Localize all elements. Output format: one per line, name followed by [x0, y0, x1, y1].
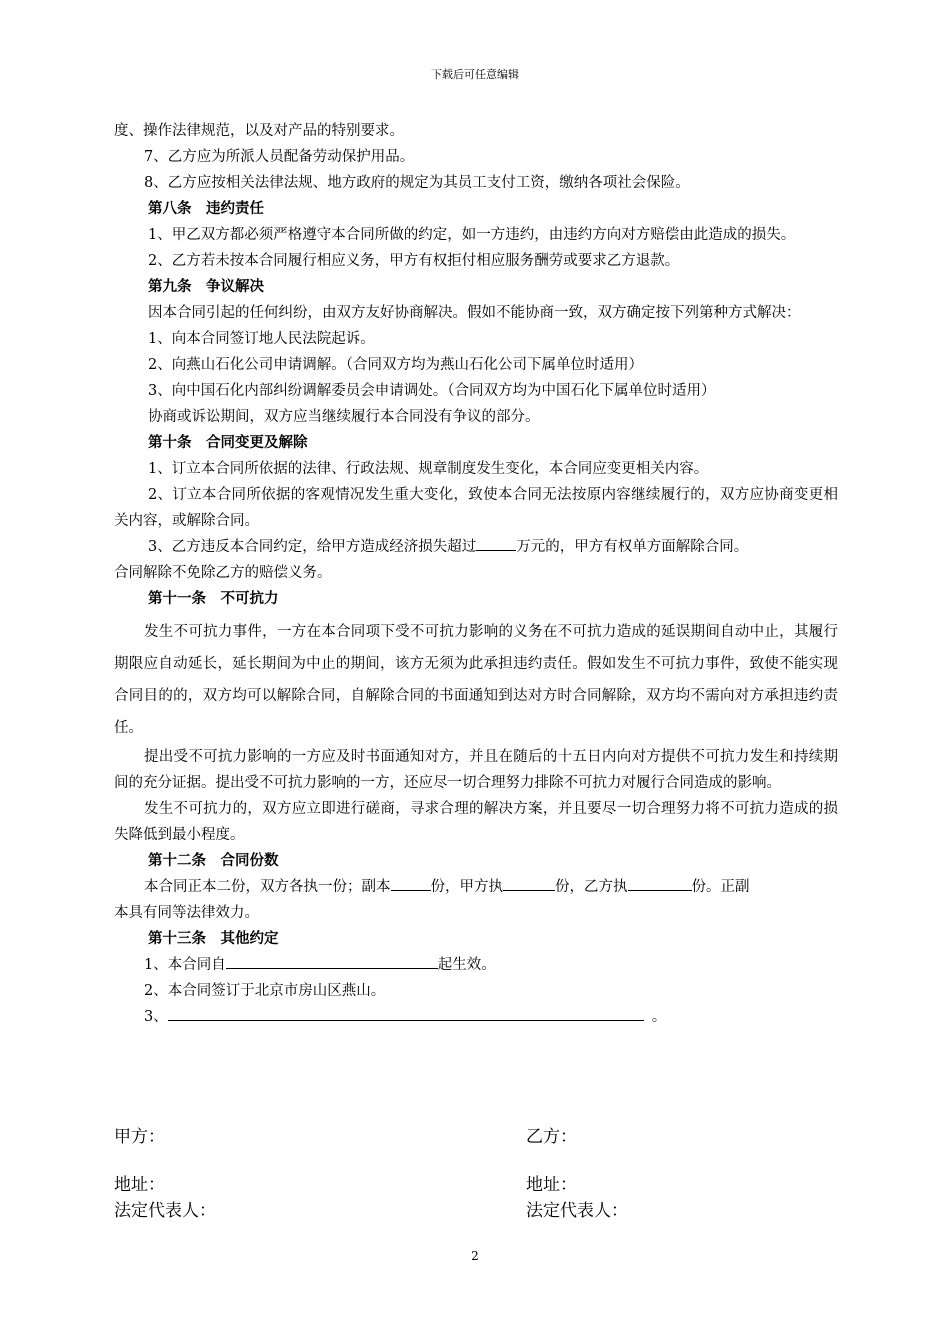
article-8-clause-1: 1、甲乙双方都必须严格遵守本合同所做的约定，如一方违约，由违约方向对方赔偿由此造成的损失。: [148, 227, 796, 243]
party-a-copies-blank[interactable]: [503, 874, 555, 891]
article-11-paragraph-2: 提出受不可抗力影响的一方应及时书面通知对方，并且在随后的十五日内向对方提供不可抗力发生和持续期间的充分证据。提出受不可抗力影响的一方，还应尽一切合理努力排除不可抗力对履行合同造成的影响。: [114, 749, 838, 791]
party-b-label: 乙方：: [526, 1127, 577, 1147]
article-13-clause-3: [114, 1004, 838, 1030]
article-8-clause-2: 2、乙方若未按本合同履行相应义务，甲方有权拒付相应服务酬劳或要求乙方退款。: [148, 253, 680, 269]
party-b-representative-label: 法定代表人：: [526, 1201, 628, 1221]
effective-date-blank[interactable]: [226, 952, 438, 969]
party-a-address-label: 地址：: [114, 1175, 165, 1195]
text-line: 8、乙方应按相关法律法规、地方政府的规定为其员工支付工资，缴纳各项社会保险。: [144, 175, 690, 191]
article-10-clause-3: [114, 534, 838, 560]
page-header: 下载后可任意编辑: [431, 68, 519, 81]
article-12-clause-cont: 本具有同等法律效力。: [114, 905, 259, 921]
article-9-option-1: 1、向本合同签订地人民法院起诉。: [148, 331, 375, 347]
article-9-heading: 第九条 争议解决: [148, 278, 264, 295]
article-11-paragraph-3: 发生不可抗力的，双方应立即进行磋商，寻求合理的解决方案，并且要尽一切合理努力将不可抗力造成的损失降低到最小程度。: [114, 801, 838, 843]
article-9-option-3: 3、向中国石化内部纠纷调解委员会申请调处。（合同双方均为中国石化下属单位时适用）: [148, 383, 716, 399]
article-11-paragraph-1: 发生不可抗力事件，一方在本合同项下受不可抗力影响的义务在不可抗力造成的延误期间自动中止，其履行期限应自动延长，延长期间为中止的期间，该方无须为此承担违约责任。假如发生不可抗力事件，致使不能实现合同目的的，双方均可以解除合同，自解除合同的书面通知到达对方时合同解除，双方均不需向对方承担违约责任。: [114, 624, 838, 736]
party-a-label: 甲方：: [114, 1127, 165, 1147]
article-11-heading: 第十一条 不可抗力: [148, 590, 279, 607]
article-9-paragraph: 因本合同引起的任何纠纷，由双方友好协商解决。假如不能协商一致，双方确定按下列第种方式解决：: [148, 305, 801, 321]
clause-text: 3、: [144, 1009, 168, 1025]
article-12-heading: 第十二条 合同份数: [148, 852, 279, 869]
party-a-representative-label: 法定代表人：: [114, 1201, 216, 1221]
article-10-clause-2: 2、订立本合同所依据的客观情况发生重大变化，致使本合同无法按原内容继续履行的，双方应协商变更相关内容，或解除合同。: [114, 487, 838, 529]
article-8-heading: 第八条 违约责任: [148, 200, 264, 217]
article-10-clause-1: 1、订立本合同所依据的法律、行政法规、规章制度发生变化，本合同应变更相关内容。: [148, 461, 709, 477]
page-number: 2: [471, 1249, 479, 1263]
clause-text: 起生效。: [437, 957, 496, 973]
article-9-option-2: 2、向燕山石化公司申请调解。（合同双方均为燕山石化公司下属单位时适用）: [148, 357, 643, 373]
copies-blank[interactable]: [391, 874, 431, 891]
article-9-note: 协商或诉讼期间，双方应当继续履行本合同没有争议的部分。: [148, 409, 540, 425]
clause-text: 份，乙方执: [555, 879, 628, 895]
clause-text: 1、本合同自: [144, 957, 226, 973]
clause-text: 。: [651, 1009, 667, 1025]
article-13-clause-2: 2、本合同签订于北京市房山区燕山。: [144, 983, 386, 999]
article-13-heading: 第十三条 其他约定: [148, 930, 279, 947]
clause-text: 份。正副: [691, 879, 750, 895]
clause-text: 本合同正本二份，双方各执一份；副本: [144, 879, 391, 895]
party-b-address-label: 地址：: [526, 1175, 577, 1195]
other-terms-blank[interactable]: [168, 1004, 644, 1021]
text-line: 度、操作法律规范，以及对产品的特别要求。: [114, 123, 404, 139]
article-10-clause-3-cont: 合同解除不免除乙方的赔偿义务。: [114, 565, 332, 581]
text-line: 7、乙方应为所派人员配备劳动保护用品。: [144, 149, 415, 165]
amount-blank[interactable]: [476, 534, 516, 551]
article-10-heading: 第十条 合同变更及解除: [148, 434, 308, 451]
article-12-clause: [114, 874, 838, 900]
article-13-clause-1: [114, 952, 838, 978]
contract-body: [114, 118, 838, 1030]
clause-text: 份，甲方执: [430, 879, 503, 895]
party-b-copies-blank[interactable]: [628, 874, 692, 891]
clause-text: 万元的，甲方有权单方面解除合同。: [516, 539, 749, 555]
clause-text: 3、乙方违反本合同约定，给甲方造成经济损失超过: [148, 539, 477, 555]
